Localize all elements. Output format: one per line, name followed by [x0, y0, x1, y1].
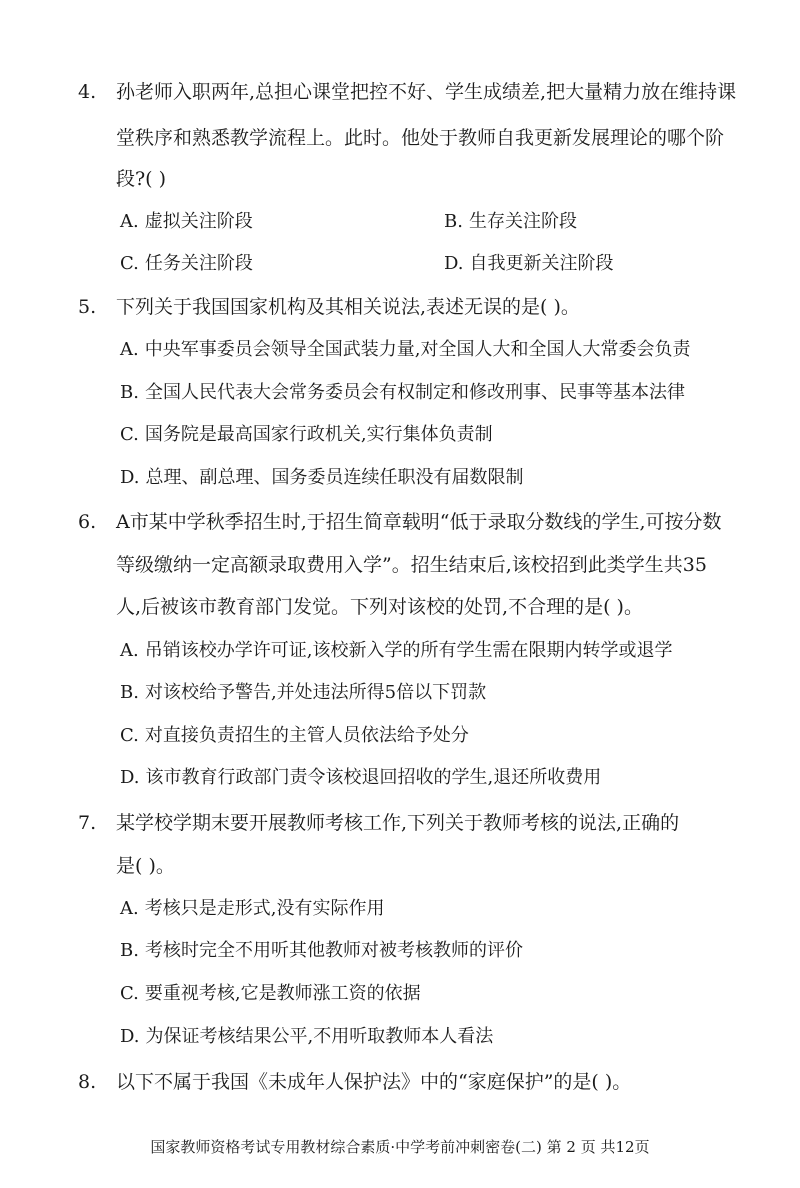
question-7-option-c: C. 要重视考核,它是教师涨工资的依据: [120, 983, 421, 1004]
question-6-text-line-1: A市某中学秋季招生时,于招生简章载明“低于录取分数线的学生,可按分数: [116, 511, 722, 533]
question-8-number: 8.: [78, 1071, 97, 1093]
question-6-option-a: A. 吊销该校办学许可证,该校新入学的所有学生需在限期内转学或退学: [120, 640, 673, 661]
question-6-text-line-2: 等级缴纳一定高额录取费用入学”。招生结束后,该校招到此类学生共35: [116, 554, 707, 576]
question-8-text-line-1: 以下不属于我国《未成年人保护法》中的“家庭保护”的是( )。: [116, 1071, 632, 1093]
question-6-number: 6.: [78, 511, 97, 533]
question-4-option-a: A. 虚拟关注阶段: [120, 211, 253, 232]
question-6-text-line-3: 人,后被该市教育部门发觉。下列对该校的处罚,不合理的是( )。: [116, 596, 643, 618]
question-7-number: 7.: [78, 812, 97, 834]
question-6-option-c: C. 对直接负责招生的主管人员依法给予处分: [120, 725, 469, 746]
question-4-option-b: B. 生存关注阶段: [444, 211, 577, 232]
question-4-option-c: C. 任务关注阶段: [120, 253, 253, 274]
page-footer: 国家教师资格考试专用教材综合素质·中学考前冲刺密卷(二) 第 2 页 共12页: [150, 1138, 650, 1156]
question-5-option-d: D. 总理、副总理、国务委员连续任职没有届数限制: [120, 467, 524, 488]
question-7-option-d: D. 为保证考核结果公平,不用听取教师本人看法: [120, 1026, 494, 1047]
question-4-option-d: D. 自我更新关注阶段: [444, 253, 614, 274]
question-5-text-line-1: 下列关于我国国家机构及其相关说法,表述无误的是( )。: [116, 296, 580, 318]
question-6-option-d: D. 该市教育行政部门责令该校退回招收的学生,退还所收费用: [120, 767, 602, 788]
question-7-option-b: B. 考核时完全不用听其他教师对被考核教师的评价: [120, 940, 523, 961]
question-7-option-a: A. 考核只是走形式,没有实际作用: [120, 898, 385, 919]
question-5-number: 5.: [78, 296, 97, 318]
question-4-text-line-3: 段?( ): [116, 168, 167, 190]
question-4-text-line-2: 堂秩序和熟悉教学流程上。此时。他处于教师自我更新发展理论的哪个阶: [116, 127, 725, 149]
question-6-option-b: B. 对该校给予警告,并处违法所得5倍以下罚款: [120, 682, 487, 703]
question-5-option-b: B. 全国人民代表大会常务委员会有权制定和修改刑事、民事等基本法律: [120, 382, 685, 403]
question-5-option-c: C. 国务院是最高国家行政机关,实行集体负责制: [120, 424, 493, 445]
question-7-text-line-1: 某学校学期末要开展教师考核工作,下列关于教师考核的说法,正确的: [116, 812, 680, 834]
question-5-option-a: A. 中央军事委员会领导全国武装力量,对全国人大和全国人大常委会负责: [120, 339, 691, 360]
question-7-text-line-2: 是( )。: [116, 855, 175, 877]
question-4-number: 4.: [78, 81, 97, 103]
question-4-text-line-1: 孙老师入职两年,总担心课堂把控不好、学生成绩差,把大量精力放在维持课: [116, 81, 737, 103]
